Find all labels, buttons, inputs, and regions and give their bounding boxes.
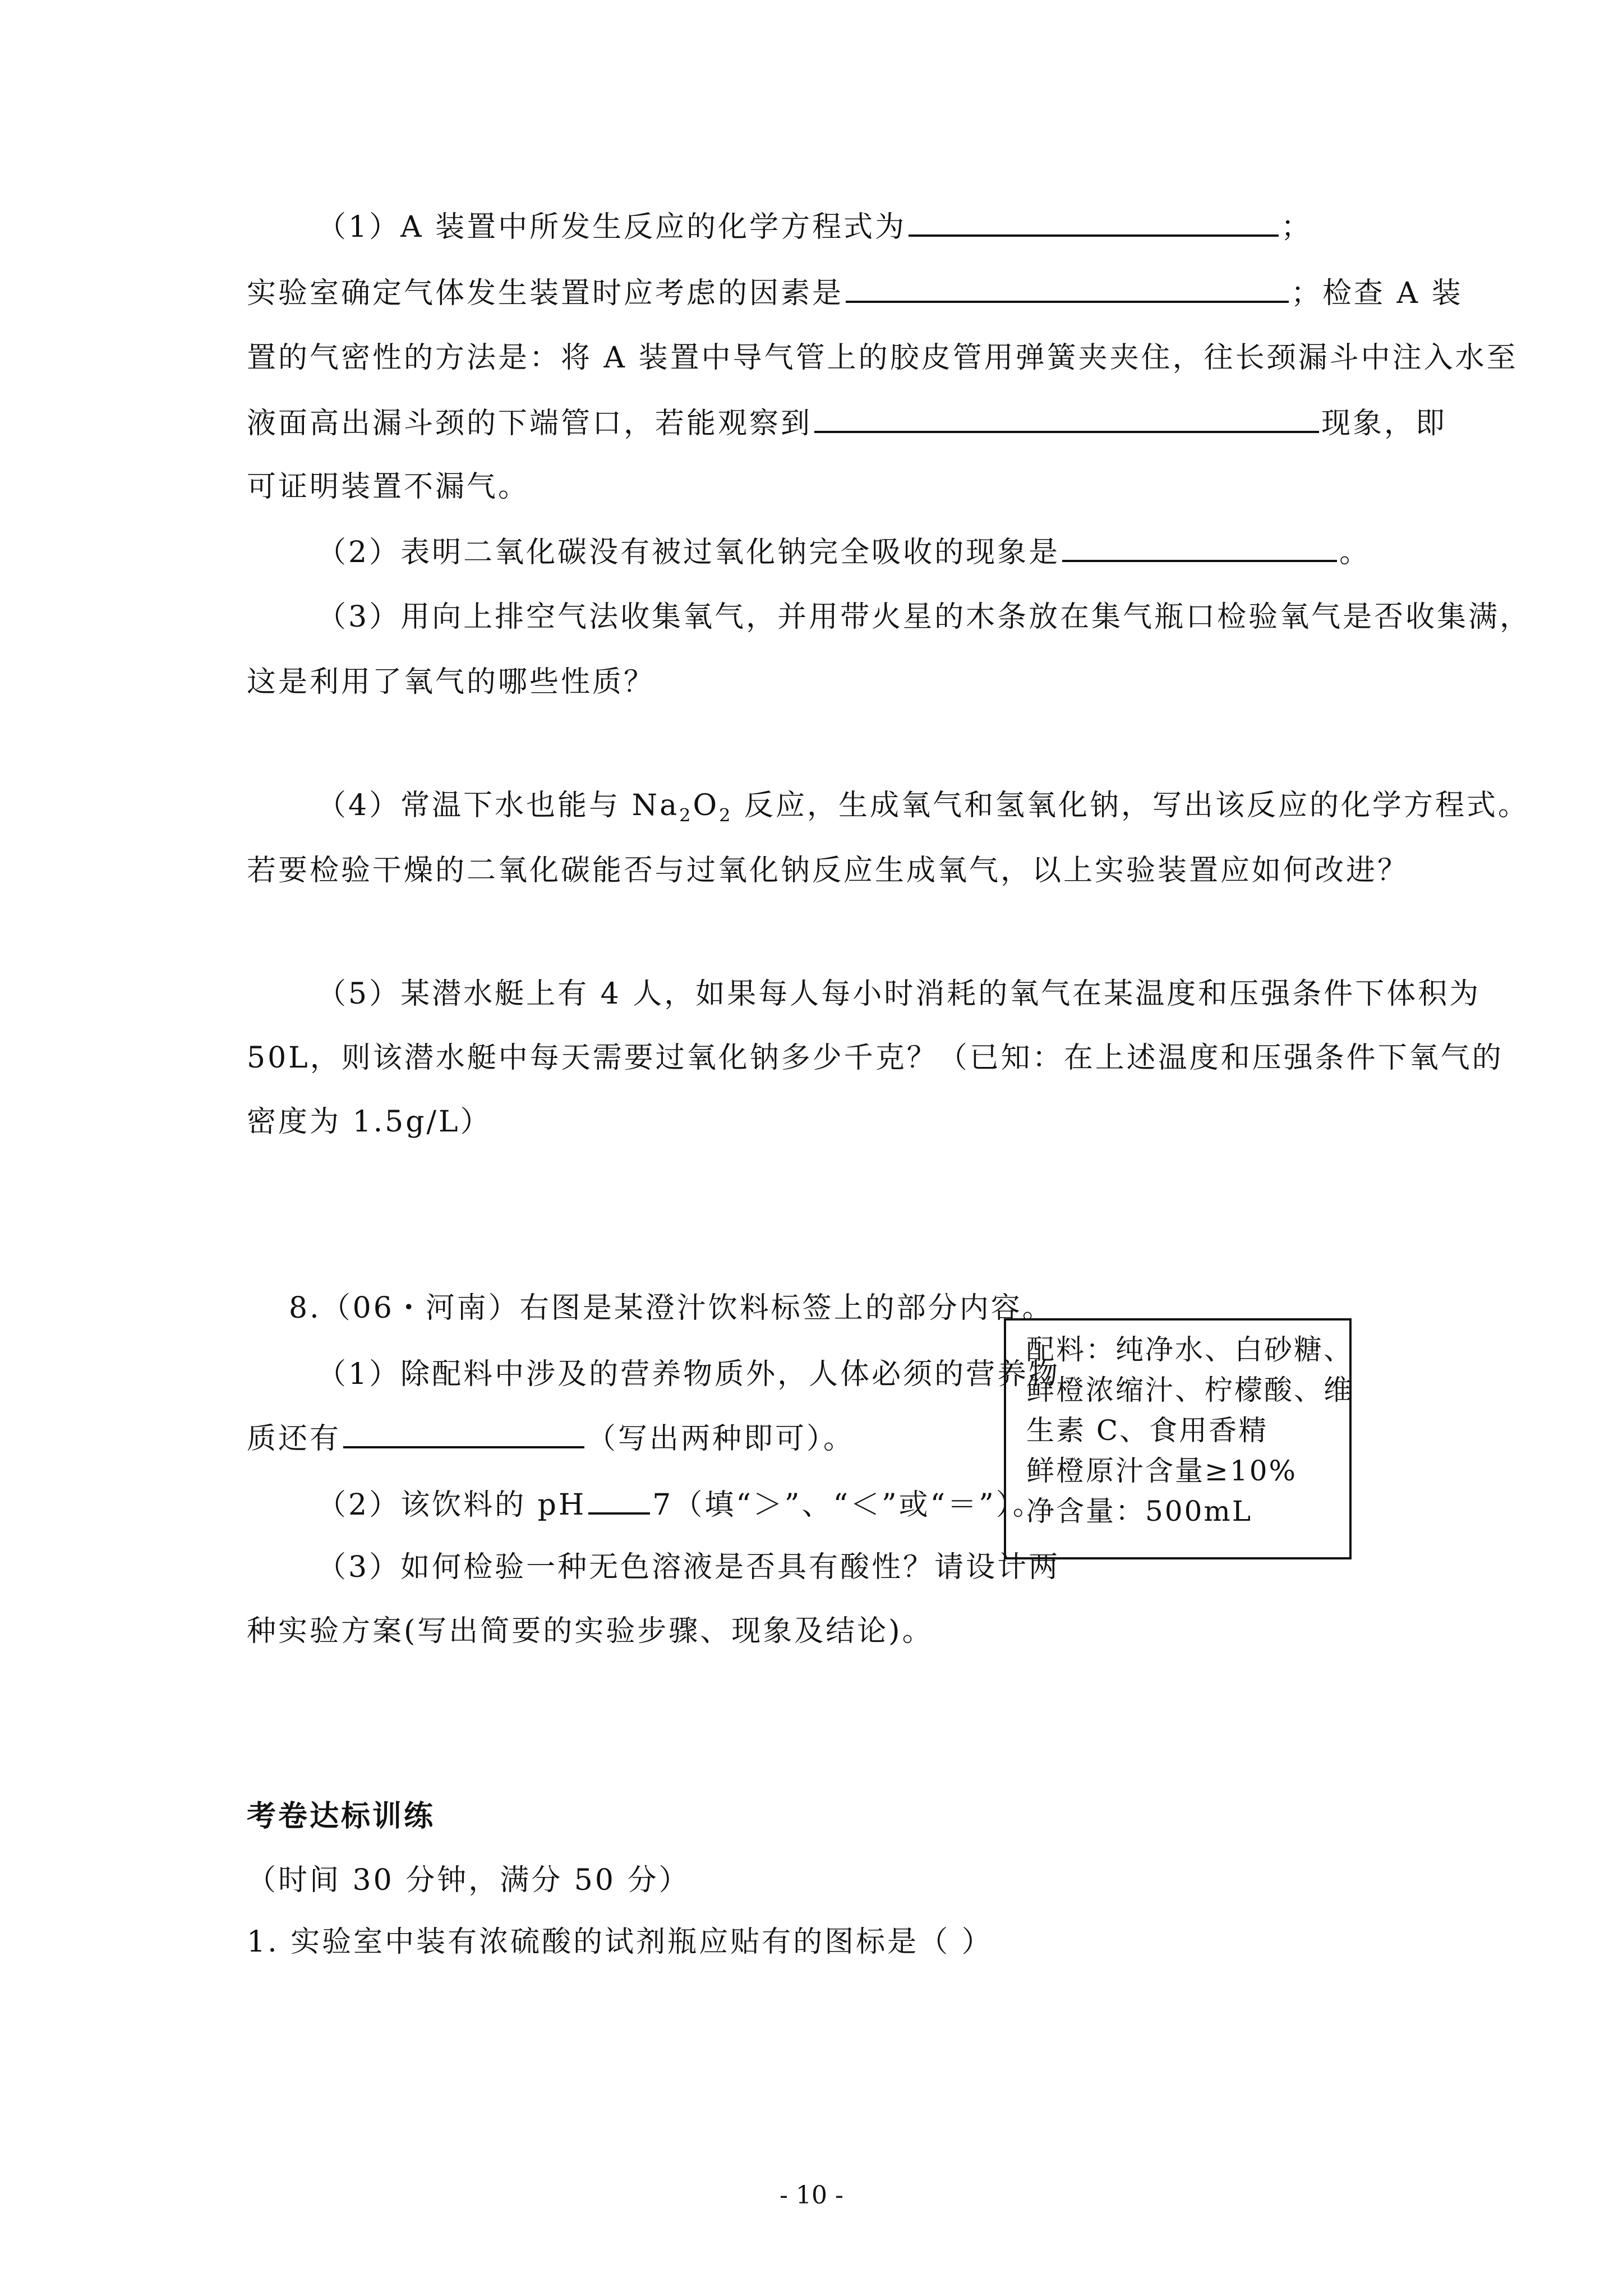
q4-sub2: 2 xyxy=(719,804,733,826)
q2-text: （2）表明二氧化碳没有被过氧化钠完全吸收的现象是 xyxy=(317,536,1061,569)
q5-line3 xyxy=(247,1104,492,1140)
q1-line1 xyxy=(317,208,1312,245)
page-number: - 10 - xyxy=(780,2181,843,2210)
juice-label-box xyxy=(1004,1318,1352,1559)
q1-line4-text: 液面高出漏斗颈的下端管口，若能观察到 xyxy=(247,407,813,440)
q4-line1 xyxy=(317,788,1530,826)
section-time-text: （时间 30 分钟，满分 50 分） xyxy=(247,1864,690,1897)
q8-p1-line2 xyxy=(247,1419,855,1457)
q5-line3-text: 密度为 1.5g/L） xyxy=(247,1105,492,1139)
q5-line2 xyxy=(247,1040,1504,1076)
q1-factors-blank[interactable] xyxy=(846,274,1289,303)
q8-p1-line1-text: （1）除配料中涉及的营养物质外，人体必须的营养物 xyxy=(317,1358,1061,1391)
label-line-1: 配料：纯净水、白砂糖、 xyxy=(1026,1333,1353,1366)
q3-line1-text: （3）用向上排空气法收集氧气，并用带火星的木条放在集气瓶口检验氧气是否收集满， xyxy=(317,600,1532,634)
q8-p2-line xyxy=(317,1485,1044,1523)
q4-sub1: 2 xyxy=(679,804,693,826)
q4-line1-b: O xyxy=(693,789,720,822)
section-title xyxy=(247,1798,435,1834)
label-line-4: 鲜橙原汁含量≥10% xyxy=(1026,1455,1298,1487)
q5-line1 xyxy=(317,976,1481,1012)
q1-line5-text: 可证明装置不漏气。 xyxy=(247,470,530,504)
q8-p3-line1 xyxy=(317,1549,1060,1585)
q8-ph-blank[interactable] xyxy=(588,1485,650,1515)
q8-p2-text: （2）该饮料的 pH xyxy=(317,1488,587,1522)
q2-end: 。 xyxy=(1339,536,1371,569)
q8-header xyxy=(289,1290,1054,1326)
q1-line2-end: ；检查 A 装 xyxy=(1291,277,1463,310)
q1-line2 xyxy=(247,274,1463,311)
q1-line4 xyxy=(247,404,1447,441)
q2-blank[interactable] xyxy=(1062,533,1337,562)
q8-p1-line1 xyxy=(317,1356,1060,1392)
q1-observe-blank[interactable] xyxy=(814,404,1319,433)
q4-line2 xyxy=(247,853,1409,889)
q1-line4-end: 现象，即 xyxy=(1321,407,1447,440)
label-line-2: 鲜橙浓缩汁、柠檬酸、维 xyxy=(1026,1374,1353,1406)
label-line-5: 净含量：500mL xyxy=(1026,1495,1253,1527)
q1-line3-text: 置的气密性的方法是：将 A 装置中导气管上的胶皮管用弹簧夹夹住，往长颈漏斗中注入水至 xyxy=(247,341,1518,375)
q8-header-text: 8.（06・河南）右图是某澄汁饮料标签上的部分内容。 xyxy=(289,1291,1054,1325)
q4-line1-c: 反应，生成氧气和氢氧化钠，写出该反应的化学方程式。 xyxy=(732,789,1530,822)
q3-line2 xyxy=(247,664,655,700)
q2-line xyxy=(317,533,1371,570)
label-line-3: 生素 C、食用香精 xyxy=(1026,1414,1269,1447)
section-q1 xyxy=(247,1924,993,1960)
q4-line1-a: （4）常温下水也能与 Na xyxy=(317,789,680,822)
q8-nutrient-blank[interactable] xyxy=(343,1419,584,1448)
q1-line2-text: 实验室确定气体发生装置时应考虑的因素是 xyxy=(247,277,844,310)
q1-equation-blank[interactable] xyxy=(909,208,1279,237)
q8-p1-line2-end: （写出两种即可）。 xyxy=(587,1422,855,1456)
section-time xyxy=(247,1862,690,1898)
section-q1-text: 1. 实验室中装有浓硫酸的试剂瓶应贴有的图标是（ ） xyxy=(247,1925,993,1959)
q5-line2-text: 50L，则该潜水艇中每天需要过氧化钠多少千克？（已知：在上述温度和压强条件下氧气的 xyxy=(247,1041,1504,1075)
q8-p1-line2-text: 质还有 xyxy=(247,1422,342,1456)
q8-p2-end: 7（填“＞”、“＜”或“＝”）。 xyxy=(652,1488,1044,1522)
q1-line3 xyxy=(247,340,1518,376)
q8-p3-line2 xyxy=(247,1613,934,1649)
q1-line1-end: ； xyxy=(1281,210,1313,244)
q8-p3-line1-text: （3）如何检验一种无色溶液是否具有酸性？请设计两 xyxy=(317,1550,1061,1584)
q3-line2-text: 这是利用了氧气的哪些性质？ xyxy=(247,665,656,699)
q8-p3-line2-text: 种实验方案(写出简要的实验步骤、现象及结论)。 xyxy=(247,1614,934,1648)
q3-line1 xyxy=(317,599,1531,635)
q1-line1-text: （1）A 装置中所发生反应的化学方程式为 xyxy=(317,210,907,244)
q5-line1-text: （5）某潜水艇上有 4 人，如果每人每小时消耗的氧气在某温度和压强条件下体积为 xyxy=(317,977,1481,1011)
q1-line5 xyxy=(247,469,529,505)
q4-line2-text: 若要检验干燥的二氧化碳能否与过氧化钠反应生成氧气，以上实验装置应如何改进？ xyxy=(247,854,1409,887)
section-title-text: 考卷达标训练 xyxy=(247,1799,436,1833)
